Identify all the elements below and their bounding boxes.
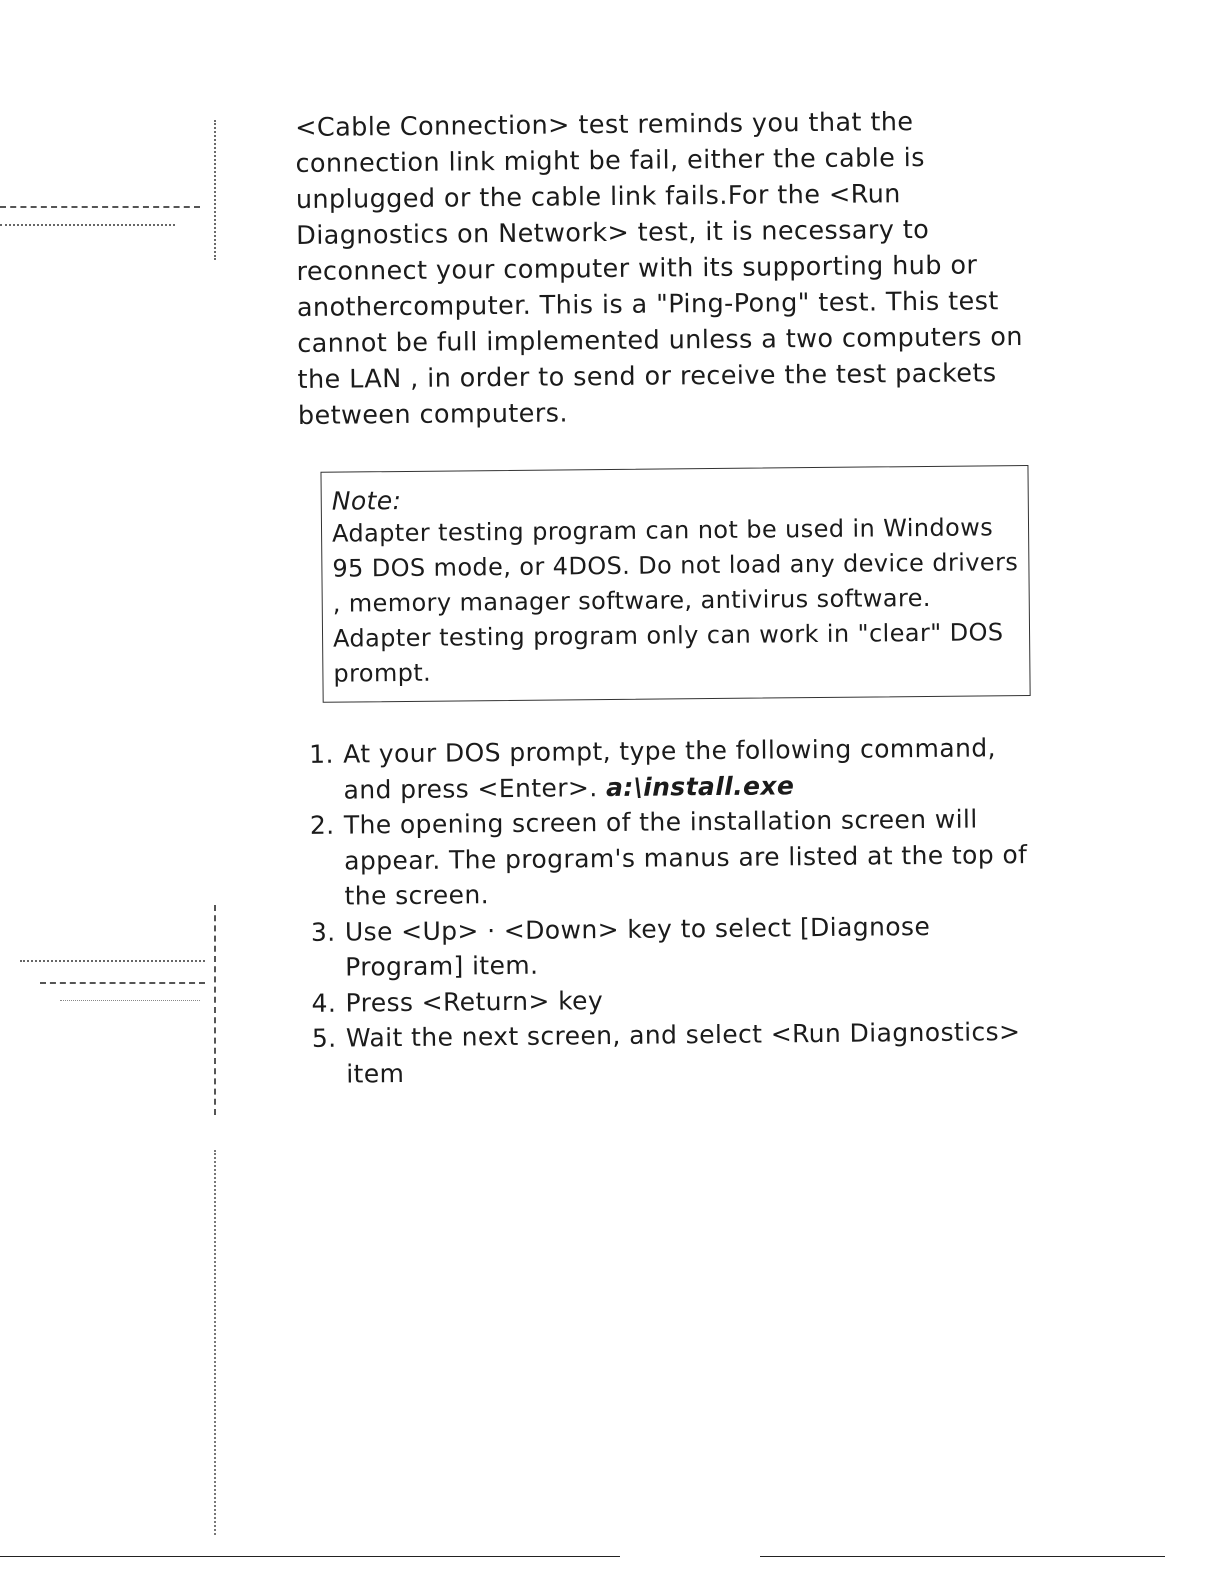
- list-item: [312, 1014, 1043, 1092]
- scan-margin-mark: [214, 120, 216, 260]
- page-bottom-rule: [760, 1556, 1165, 1557]
- command-text: a:\install.exe: [605, 770, 795, 802]
- step-description: At your DOS prompt, type the following command, and press <Enter>.: [343, 733, 997, 805]
- scan-smudge: [60, 1000, 200, 1001]
- scan-margin-mark: [214, 1150, 216, 1535]
- step-number: 3.: [310, 917, 336, 947]
- step-number: 4.: [311, 988, 337, 1018]
- note-title: Note:: [331, 485, 402, 516]
- step-text: Press <Return> key: [345, 985, 604, 1018]
- step-text: Wait the next screen, and select <Run Diagnostics> item: [345, 1017, 1021, 1089]
- page-bottom-rule: [0, 1556, 620, 1557]
- document-content: [295, 103, 1064, 1092]
- list-item: [311, 907, 1042, 985]
- scan-smudge: [20, 960, 205, 962]
- install-steps-list: [309, 730, 1042, 1092]
- list-item: [310, 801, 1041, 915]
- step-number: 2.: [309, 810, 335, 840]
- step-number: 5.: [311, 1023, 337, 1053]
- intro-paragraph: <Cable Connection> test reminds you that the connection link might be fail, either the cable is unplugged or the cable link fails.For the <Run Diagnostics on Network> test, it is necessary to reconnect your computer with its supporting hub or anothercomputer. This is a "Ping-Pong" test. This test cannot be full implemented unless a two computers on the LAN , in order to send or receive the test packets between computers.: [295, 107, 1023, 431]
- note-box: [320, 465, 1030, 703]
- step-text: Use <Up> · <Down> key to select [Diagnose Program] item.: [344, 911, 931, 982]
- scan-smudge: [0, 206, 200, 208]
- step-text: [343, 730, 1040, 808]
- step-number: 1.: [309, 739, 334, 769]
- scan-smudge: [0, 224, 175, 226]
- scan-margin-mark: [214, 905, 216, 1115]
- list-item: [309, 730, 1040, 808]
- scan-smudge: [40, 982, 205, 984]
- step-text: The opening screen of the installation screen will appear. The program's manus are listed at the top of the screen.: [343, 804, 1028, 911]
- note-body: Adapter testing program can not be used in Windows 95 DOS mode, or 4DOS. Do not load any device drivers , memory manager software, antivirus software. Adapter testing program only can work in "clear" DOS prompt.: [331, 513, 1019, 688]
